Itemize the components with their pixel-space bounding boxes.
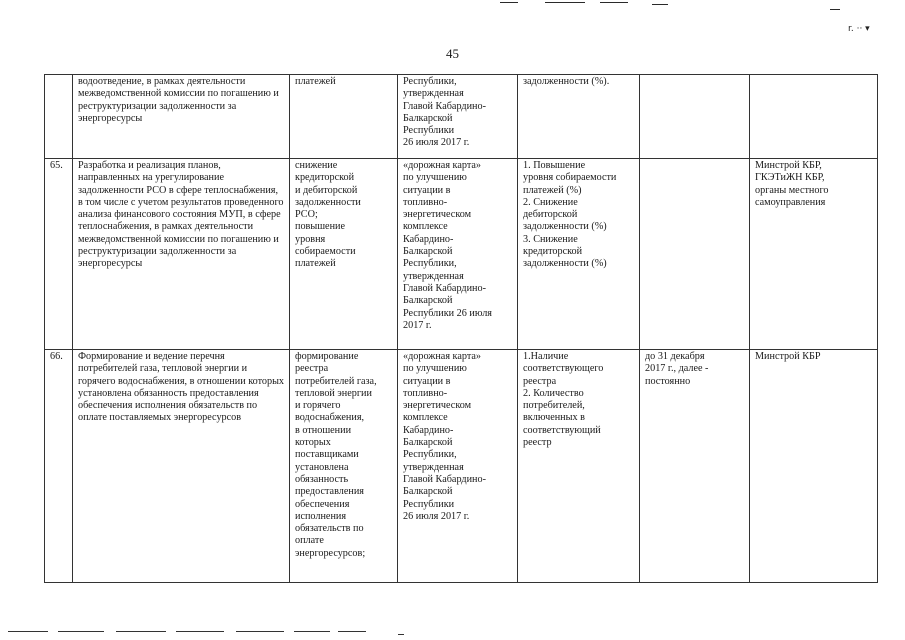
scan-artifact-line xyxy=(294,631,330,632)
scan-artifact-line xyxy=(545,2,585,3)
result-cell: платежей xyxy=(290,75,398,159)
result-cell: снижение кредиторской и дебиторской задолженности РСО; повышение уровня собираемости платежей xyxy=(290,159,398,350)
scan-artifact-line xyxy=(500,2,518,3)
measures-table xyxy=(44,74,878,583)
scan-artifact-line xyxy=(398,634,404,635)
deadline-cell xyxy=(640,159,750,350)
scan-artifact-line xyxy=(116,631,166,632)
scan-artifact-line xyxy=(338,631,366,632)
indicator-cell: 1.Наличие соответствующего реестра 2. Количество потребителей, включенных в соответствующий реестр xyxy=(518,350,640,583)
responsible-cell: Минстрой КБР xyxy=(750,350,878,583)
table-row xyxy=(45,75,878,159)
scan-artifact-line xyxy=(236,631,284,632)
page-number: 45 xyxy=(446,46,459,61)
measure-cell: Формирование и ведение перечня потребителей газа, тепловой энергии и горячего водоснабжения, в отношении которых установлена обязанность предоставления обеспечения исполнения обязательств по оплате поставляемых энергоресурсов xyxy=(73,350,290,583)
row-number-cell xyxy=(45,75,73,159)
measure-cell: водоотведение, в рамках деятельности межведомственной комиссии по погашению и реструктуризации задолженности за энергоресурсы xyxy=(73,75,290,159)
deadline-cell: до 31 декабря 2017 г., далее - постоянно xyxy=(640,350,750,583)
document-cell: Республики, утвержденная Главой Кабардино- Балкарской Республики 26 июля 2017 г. xyxy=(398,75,518,159)
row-number-cell: 65. xyxy=(45,159,73,350)
indicator-cell: задолженности (%). xyxy=(518,75,640,159)
indicator-cell: 1. Повышение уровня собираемости платежей (%) 2. Снижение дебиторской задолженности (%) 3. Снижение кредиторской задолженности (%) xyxy=(518,159,640,350)
scan-artifact-line xyxy=(652,4,668,5)
measure-cell: Разработка и реализация планов, направленных на урегулирование задолженности РСО в сфере теплоснабжения, в том числе с учетом результатов проведенного анализа финансового состояния МУП, в сфере теплоснабжения, в рамках деятельности межведомственной комиссии по погашению и реструктуризации задолженности за энергоресурсы xyxy=(73,159,290,350)
result-cell: формирование реестра потребителей газа, тепловой энергии и горячего водоснабжения, в отношении которых поставщиками установлена обязанность предоставления обеспечения исполнения обязательств по оплате энергоресурсов; xyxy=(290,350,398,583)
scan-artifact-marks: r. ·· ▾ xyxy=(848,24,870,34)
document-cell: «дорожная карта» по улучшению ситуации в топливно- энергетическом комплексе Кабардино- Балкарской Республики, утвержденная Главой Кабардино- Балкарской Республики 26 июля 2017 г. xyxy=(398,350,518,583)
scan-artifact-line xyxy=(8,631,48,632)
scan-artifact-line xyxy=(600,2,628,3)
responsible-cell xyxy=(750,75,878,159)
document-cell: «дорожная карта» по улучшению ситуации в топливно- энергетическом комплексе Кабардино- Балкарской Республики, утвержденная Главой Кабардино- Балкарской Республики 26 июля 2017 г. xyxy=(398,159,518,350)
table-row xyxy=(45,350,878,583)
scan-artifact-line xyxy=(176,631,224,632)
row-number-cell: 66. xyxy=(45,350,73,583)
scan-artifact-line xyxy=(830,9,840,10)
responsible-cell: Минстрой КБР, ГКЭТиЖН КБР, органы местного самоуправления xyxy=(750,159,878,350)
scan-artifact-line xyxy=(58,631,104,632)
table-row xyxy=(45,159,878,350)
deadline-cell xyxy=(640,75,750,159)
